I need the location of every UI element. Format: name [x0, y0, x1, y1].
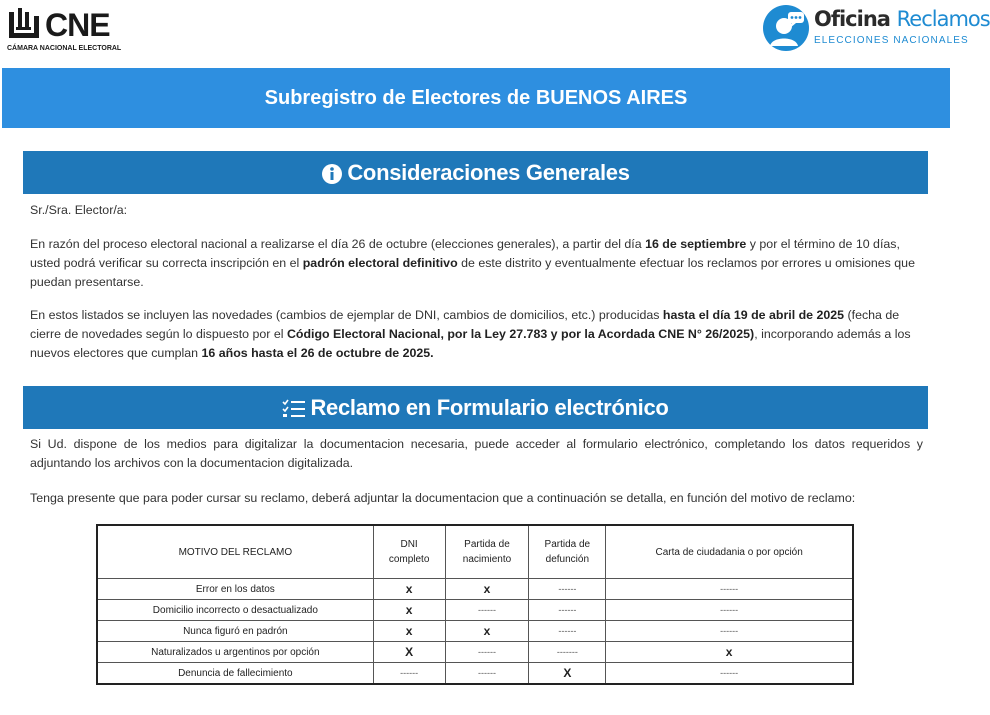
header-def-line2: defunción [545, 554, 590, 565]
header-motivo: MOTIVO DEL RECLAMO [97, 525, 373, 579]
checklist-icon [282, 399, 306, 419]
section-formulario-title: Reclamo en Formulario electrónico [310, 395, 669, 420]
cell-nacimiento: x [445, 579, 529, 600]
p1-padron-bold: padrón electoral definitivo [302, 256, 458, 270]
p1-text-2: y por el término de 10 días, usted podrá verificar su correcta inscripción en el [30, 237, 900, 270]
header-carta: Carta de ciudadania o por opción [606, 525, 853, 579]
header-nac-line2: nacimiento [462, 554, 512, 565]
requirements-table [96, 524, 854, 685]
cne-logo[interactable] [7, 6, 122, 56]
cell-carta: ------ [606, 600, 853, 621]
section-consideraciones-header [23, 151, 928, 194]
cell-dni: x [373, 600, 445, 621]
cell-motivo: Error en los datos [97, 579, 373, 600]
greeting-text: Sr./Sra. Elector/a: [30, 203, 128, 217]
p1-text-3: de este distrito y eventualmente efectuar los reclamos por errores u omisiones que puedan presentarse. [30, 256, 915, 289]
cell-dni: ------ [373, 663, 445, 685]
cell-dni: x [373, 621, 445, 642]
p2-text-3: , incorporando además a los nuevos electores que cumplan [30, 327, 911, 360]
p2-date-bold: hasta el día 19 de abril de 2025 [662, 308, 845, 322]
table-row [97, 642, 853, 663]
cell-carta: ------ [606, 663, 853, 685]
cell-motivo: Naturalizados u argentinos por opción [97, 642, 373, 663]
cell-defuncion: ------- [529, 642, 606, 663]
cell-motivo: Domicilio incorrecto o desactualizado [97, 600, 373, 621]
header-dni-line2: completo [388, 554, 430, 565]
p2-text-2: (fecha de cierre de novedades según lo dispuesto por el [30, 308, 900, 341]
cell-carta: ------ [606, 579, 853, 600]
elecciones-tagline: ELECCIONES NACIONALES [814, 35, 969, 46]
p2-text-1: En estos listados se incluyen las novedades (cambios de ejemplar de DNI, cambios de domicilios, etc.) producidas [30, 308, 663, 322]
header-nac-line1: Partida de [464, 539, 510, 550]
table-header-row [97, 525, 853, 579]
cell-defuncion: ------ [529, 600, 606, 621]
cell-defuncion: ------ [529, 579, 606, 600]
table-row [97, 600, 853, 621]
top-header [0, 0, 990, 66]
cell-motivo: Nunca figuró en padrón [97, 621, 373, 642]
page-title: Subregistro de Electores de BUENOS AIRES [2, 68, 950, 128]
consideraciones-paragraph-1 [30, 235, 923, 292]
header-dni [373, 525, 445, 579]
p1-date-bold: 16 de septiembre [645, 237, 747, 251]
cell-motivo: Denuncia de fallecimiento [97, 663, 373, 685]
table-row [97, 579, 853, 600]
cell-nacimiento: ------ [445, 663, 529, 685]
header-defuncion [529, 525, 606, 579]
ballot-box-icon [7, 6, 43, 42]
cne-subtitle: CÁMARA NACIONAL ELECTORAL [7, 45, 122, 52]
oficina-reclamos-title [814, 6, 990, 32]
cell-defuncion: ------ [529, 621, 606, 642]
cne-wordmark: CNE [45, 7, 110, 43]
cell-nacimiento: ------ [445, 642, 529, 663]
section-formulario-header [23, 386, 928, 429]
header-nacimiento [445, 525, 529, 579]
section-consideraciones-title: Consideraciones Generales [347, 160, 630, 185]
formulario-paragraph-2: Tenga presente que para poder cursar su reclamo, deberá adjuntar la documentacion que a continuación se detalla, en función del motivo de reclamo: [30, 491, 856, 505]
consideraciones-paragraph-2 [30, 306, 923, 363]
chat-user-icon [762, 4, 810, 52]
table-row [97, 663, 853, 685]
cell-carta: ------ [606, 621, 853, 642]
cell-dni: X [373, 642, 445, 663]
cell-nacimiento: ------ [445, 600, 529, 621]
p2-codigo-bold: Código Electoral Nacional, por la Ley 27.783 y por la Acordada CNE N° 26/2025) [286, 327, 755, 341]
cell-carta: x [606, 642, 853, 663]
p1-text-1: En razón del proceso electoral nacional a realizarse el día 26 de octubre (elecciones generales), a partir del día [30, 237, 646, 251]
header-def-line1: Partida de [544, 539, 591, 550]
info-icon [321, 163, 343, 185]
formulario-paragraph-1: Si Ud. dispone de los medios para digitalizar la documentacion necesaria, puede acceder al formulario electrónico, completando los datos requeridos y adjuntando los archivos con la documentacion digitalizada. [30, 437, 923, 470]
reclamos-word: Reclamos [896, 7, 990, 31]
table-row [97, 621, 853, 642]
cell-dni: x [373, 579, 445, 600]
p2-age-bold: 16 años hasta el 26 de octubre de 2025. [201, 346, 434, 360]
cell-defuncion: X [529, 663, 606, 685]
oficina-reclamos-logo[interactable] [762, 4, 990, 54]
header-dni-line1: DNI [400, 539, 418, 550]
cell-nacimiento: x [445, 621, 529, 642]
oficina-word: Oficina [814, 7, 890, 31]
